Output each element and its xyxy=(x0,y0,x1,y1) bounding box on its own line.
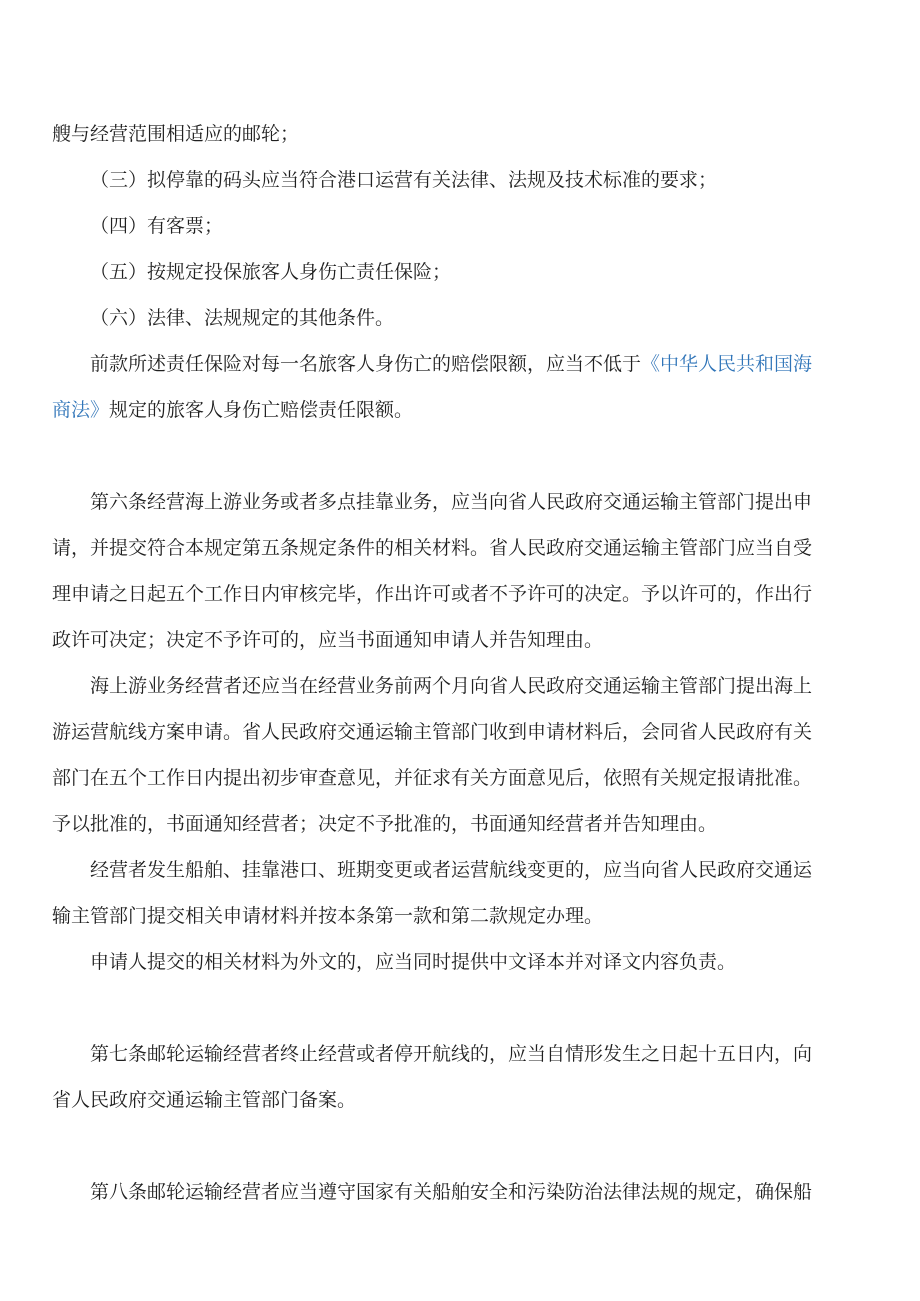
article-7-line: 第七条邮轮运输经营者终止经营或者停开航线的，应当自情形发生之日起十五日内，向 xyxy=(90,1043,813,1065)
paragraph-line: 输主管部门提交相关申请材料并按本条第一款和第二款规定办理。 xyxy=(52,905,604,927)
paragraph-line: 海上游业务经营者还应当在经营业务前两个月向省人民政府交通运输主管部门提出海上 xyxy=(90,675,813,697)
article-6-line: 理申请之日起五个工作日内审核完毕，作出许可或者不予许可的决定。予以许可的，作出行 xyxy=(52,583,813,605)
paragraph-line: 申请人提交的相关材料为外文的，应当同时提供中文译本并对译文内容负责。 xyxy=(90,951,737,973)
document-body xyxy=(52,122,858,1204)
paragraph-text: 规定的旅客人身伤亡赔偿责任限额。 xyxy=(109,399,414,421)
maritime-law-link[interactable]: 《中华人民共和国海 xyxy=(641,353,813,375)
paragraph-line: 经营者发生船舶、挂靠港口、班期变更或者运营航线变更的，应当向省人民政府交通运 xyxy=(90,859,813,881)
paragraph-line xyxy=(52,352,858,376)
article-7-line: 省人民政府交通运输主管部门备案。 xyxy=(52,1089,357,1111)
list-item-6: （六）法律、法规规定的其他条件。 xyxy=(90,307,395,329)
paragraph-line: 部门在五个工作日内提出初步审查意见，并征求有关方面意见后，依照有关规定报请批准。 xyxy=(52,767,813,789)
paragraph-line: 予以批准的，书面通知经营者；决定不予批准的，书面通知经营者并告知理由。 xyxy=(52,813,718,835)
article-6-line: 请，并提交符合本规定第五条规定条件的相关材料。省人民政府交通运输主管部门应当自受 xyxy=(52,537,813,559)
paragraph-text: 前款所述责任保险对每一名旅客人身伤亡的赔偿限额，应当不低于 xyxy=(90,353,642,375)
list-item-3: （三）拟停靠的码头应当符合港口运营有关法律、法规及技术标准的要求； xyxy=(90,169,718,191)
text-line: 艘与经营范围相适应的邮轮； xyxy=(52,123,300,145)
article-6-line: 第六条经营海上游业务或者多点挂靠业务，应当向省人民政府交通运输主管部门提出申 xyxy=(90,491,813,513)
article-6-line: 政许可决定；决定不予许可的，应当书面通知申请人并告知理由。 xyxy=(52,629,604,651)
list-item-4: （四）有客票； xyxy=(90,215,224,237)
paragraph-line xyxy=(52,398,858,422)
paragraph-line: 游运营航线方案申请。省人民政府交通运输主管部门收到申请材料后，会同省人民政府有关 xyxy=(52,721,813,743)
maritime-law-link-cont[interactable]: 商法》 xyxy=(52,399,110,421)
list-item-5: （五）按规定投保旅客人身伤亡责任保险； xyxy=(90,261,452,283)
article-8-line: 第八条邮轮运输经营者应当遵守国家有关船舶安全和污染防治法律法规的规定，确保船 xyxy=(90,1181,813,1203)
